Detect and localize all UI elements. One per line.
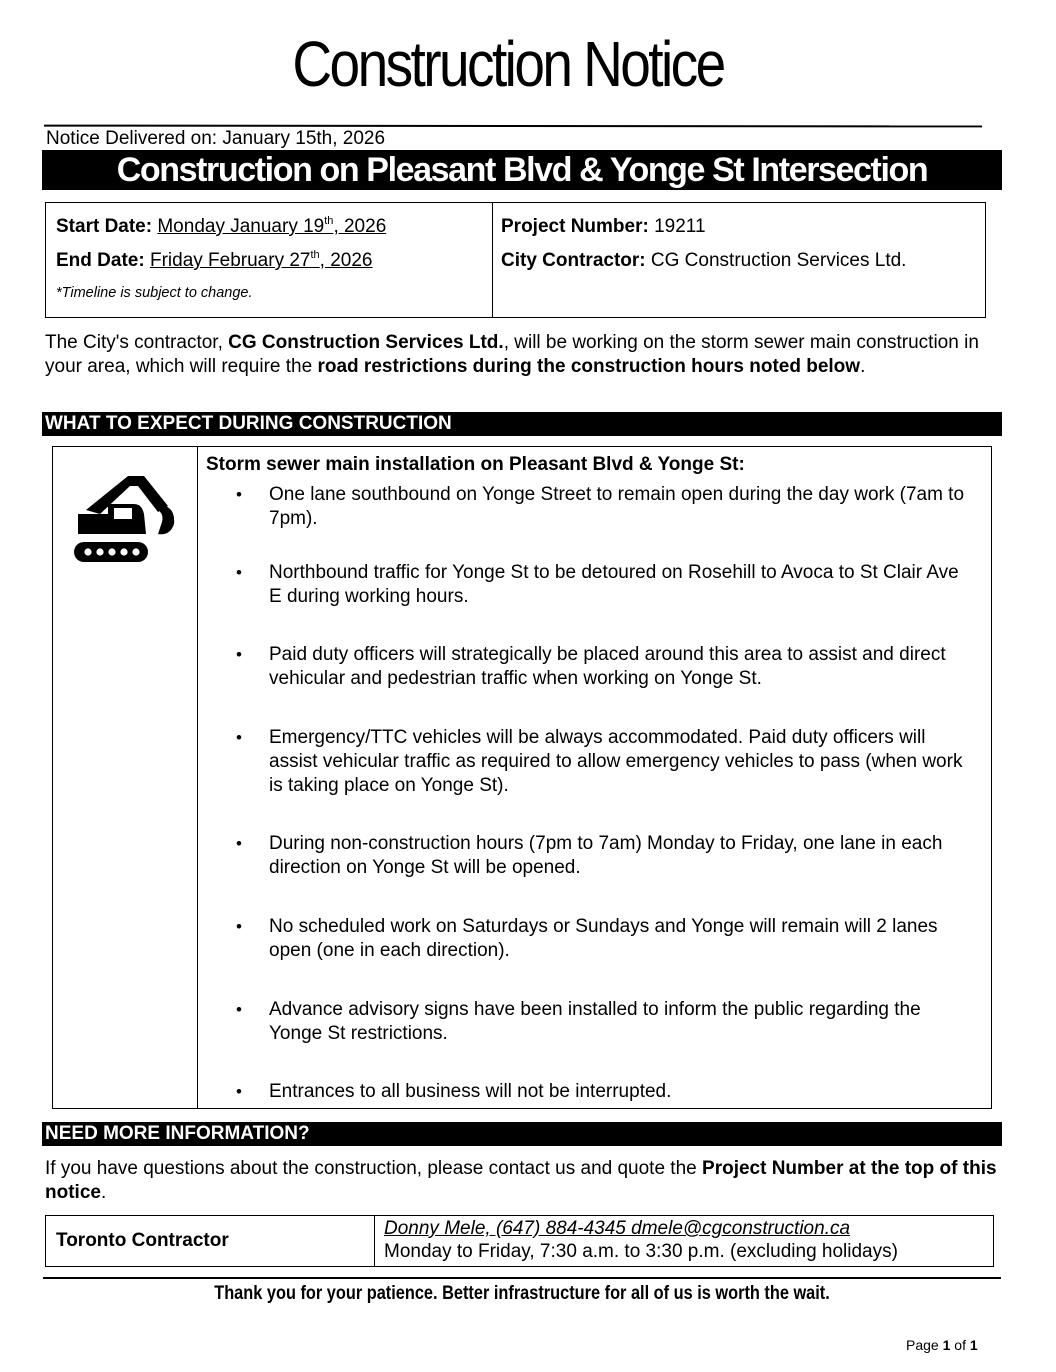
- bullet-dot: •: [236, 563, 242, 582]
- city-contractor: [501, 250, 906, 272]
- project-number-value: 19211: [654, 216, 706, 237]
- end-date-label: End Date:: [56, 250, 145, 271]
- footer-divider: [43, 1277, 1001, 1279]
- start-date-label: Start Date:: [56, 216, 153, 237]
- bullet-dot: •: [236, 834, 242, 853]
- project-number-label: Project Number:: [501, 216, 649, 237]
- bullet-dot: •: [236, 728, 242, 747]
- page-title: Construction Notice: [292, 28, 724, 100]
- end-date: [56, 250, 373, 272]
- page-number: Page 1 of 1: [906, 1337, 978, 1353]
- thank-you-message: Thank you for your patience. Better infrastructure for all of us is worth the wait.: [214, 1283, 830, 1304]
- contact-hours: Monday to Friday, 7:30 a.m. to 3:30 p.m. (excluding holidays): [384, 1241, 898, 1262]
- list-item: Advance advisory signs have been installed to inform the public regarding the Yonge St restrictions.: [269, 999, 921, 1044]
- bullet-dot: •: [236, 917, 242, 936]
- intro-paragraph: The City's contractor, CG Construction Services Ltd., will be working on the storm sewer main construction in your area, which will require the road restrictions during the construction hours noted below.: [45, 332, 979, 377]
- bullet-dot: •: [236, 645, 242, 664]
- list-item: One lane southbound on Yonge Street to remain open during the day work (7am to 7pm).: [269, 484, 965, 529]
- headline-bar: Construction on Pleasant Blvd & Yonge St Intersection: [42, 150, 1002, 190]
- bullet-dot: •: [236, 485, 242, 504]
- header-divider: [44, 125, 982, 128]
- expect-heading: Storm sewer main installation on Pleasant Blvd & Yonge St:: [206, 454, 745, 475]
- delivered-date: January 15th, 2026: [222, 128, 386, 149]
- start-date: [56, 216, 386, 238]
- contact-link[interactable]: Donny Mele, (647) 884-4345 dmele@cgconstruction.ca: [384, 1218, 851, 1239]
- city-contractor-value: CG Construction Services Ltd.: [650, 250, 907, 271]
- delivered-label: Notice Delivered on:: [46, 128, 218, 149]
- bullet-dot: •: [236, 1082, 242, 1101]
- city-contractor-label: City Contractor:: [501, 250, 646, 271]
- notice-delivered: [46, 128, 385, 150]
- expect-section-header: WHAT TO EXPECT DURING CONSTRUCTION: [42, 412, 1002, 436]
- contact-divider: [374, 1215, 375, 1267]
- excavator-icon: [72, 470, 182, 570]
- list-item: No scheduled work on Saturdays or Sundays and Yonge will remain will 2 lanes open (one in each direction).: [269, 916, 938, 961]
- info-section-header: NEED MORE INFORMATION?: [42, 1122, 1002, 1146]
- end-date-value: Friday February 27th, 2026: [149, 249, 373, 271]
- project-number: [501, 216, 706, 238]
- list-item: Paid duty officers will strategically be placed around this area to assist and direct vehicular and pedestrian traffic when working on Yonge St.: [269, 644, 946, 689]
- list-item: Northbound traffic for Yonge St to be detoured on Rosehill to Avoca to St Clair Ave E during working hours.: [269, 562, 959, 607]
- start-date-value: Monday January 19th, 2026: [157, 215, 387, 237]
- contact-label: Toronto Contractor: [56, 1230, 229, 1251]
- dates-divider: [492, 202, 493, 318]
- info-paragraph: If you have questions about the construction, please contact us and quote the Project Number at the top of this notice.: [45, 1158, 997, 1203]
- list-item: During non-construction hours (7pm to 7am) Monday to Friday, one lane in each direction on Yonge St will be opened.: [269, 833, 943, 878]
- expect-divider: [197, 446, 198, 1109]
- bullet-dot: •: [236, 1000, 242, 1019]
- list-item: Entrances to all business will not be interrupted.: [269, 1081, 672, 1102]
- list-item: Emergency/TTC vehicles will be always accommodated. Paid duty officers will assist vehicular traffic as required to allow emergency vehicles to pass (when work is taking place on Yonge St).: [269, 727, 963, 796]
- timeline-note: *Timeline is subject to change.: [56, 285, 253, 301]
